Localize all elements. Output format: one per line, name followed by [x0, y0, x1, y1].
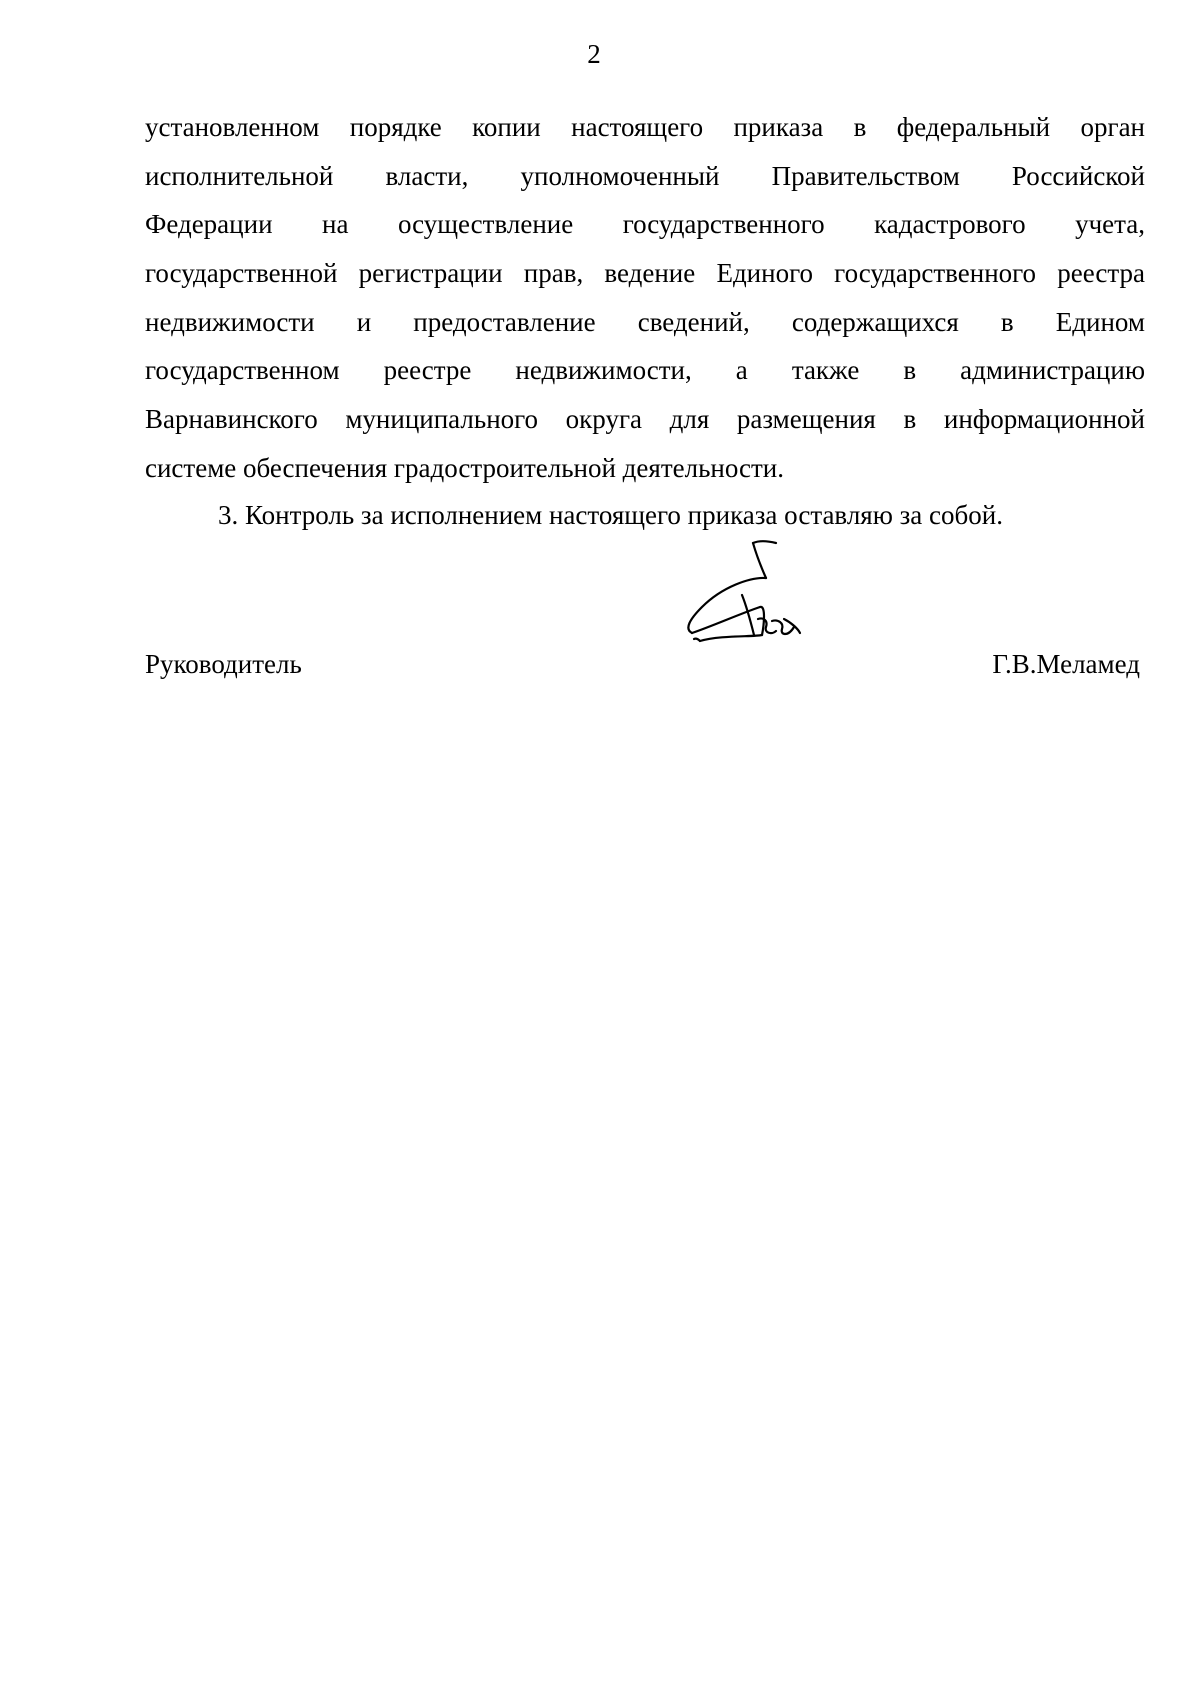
signer-name: Г.В.Меламед [992, 649, 1140, 679]
paragraph-line: исполнительной власти, уполномоченный Правительством Российской [145, 160, 1145, 191]
paragraph-line: системе обеспечения градостроительной деятельности. [145, 452, 784, 483]
position-title: Руководитель [145, 649, 302, 679]
paragraph-line: государственной регистрации прав, ведение Единого государственного реестра [145, 258, 1145, 289]
paragraph-3-control-clause: 3. Контроль за исполнением настоящего приказа оставляю за собой. [218, 500, 1003, 530]
paragraph-line: установленном порядке копии настоящего приказа в федеральный орган [145, 112, 1145, 142]
handwritten-signature [680, 535, 840, 695]
paragraph-line: Федерации на осуществление государственного кадастрового учета, [145, 209, 1145, 240]
page-number: 2 [587, 39, 601, 69]
paragraph-line: государственном реестре недвижимости, а также в администрацию [145, 355, 1145, 386]
paragraph-line: Варнавинского муниципального округа для размещения в информационной [145, 404, 1145, 435]
paragraph-line: недвижимости и предоставление сведений, содержащихся в Едином [145, 306, 1145, 337]
signature-block [0, 0, 1200, 700]
